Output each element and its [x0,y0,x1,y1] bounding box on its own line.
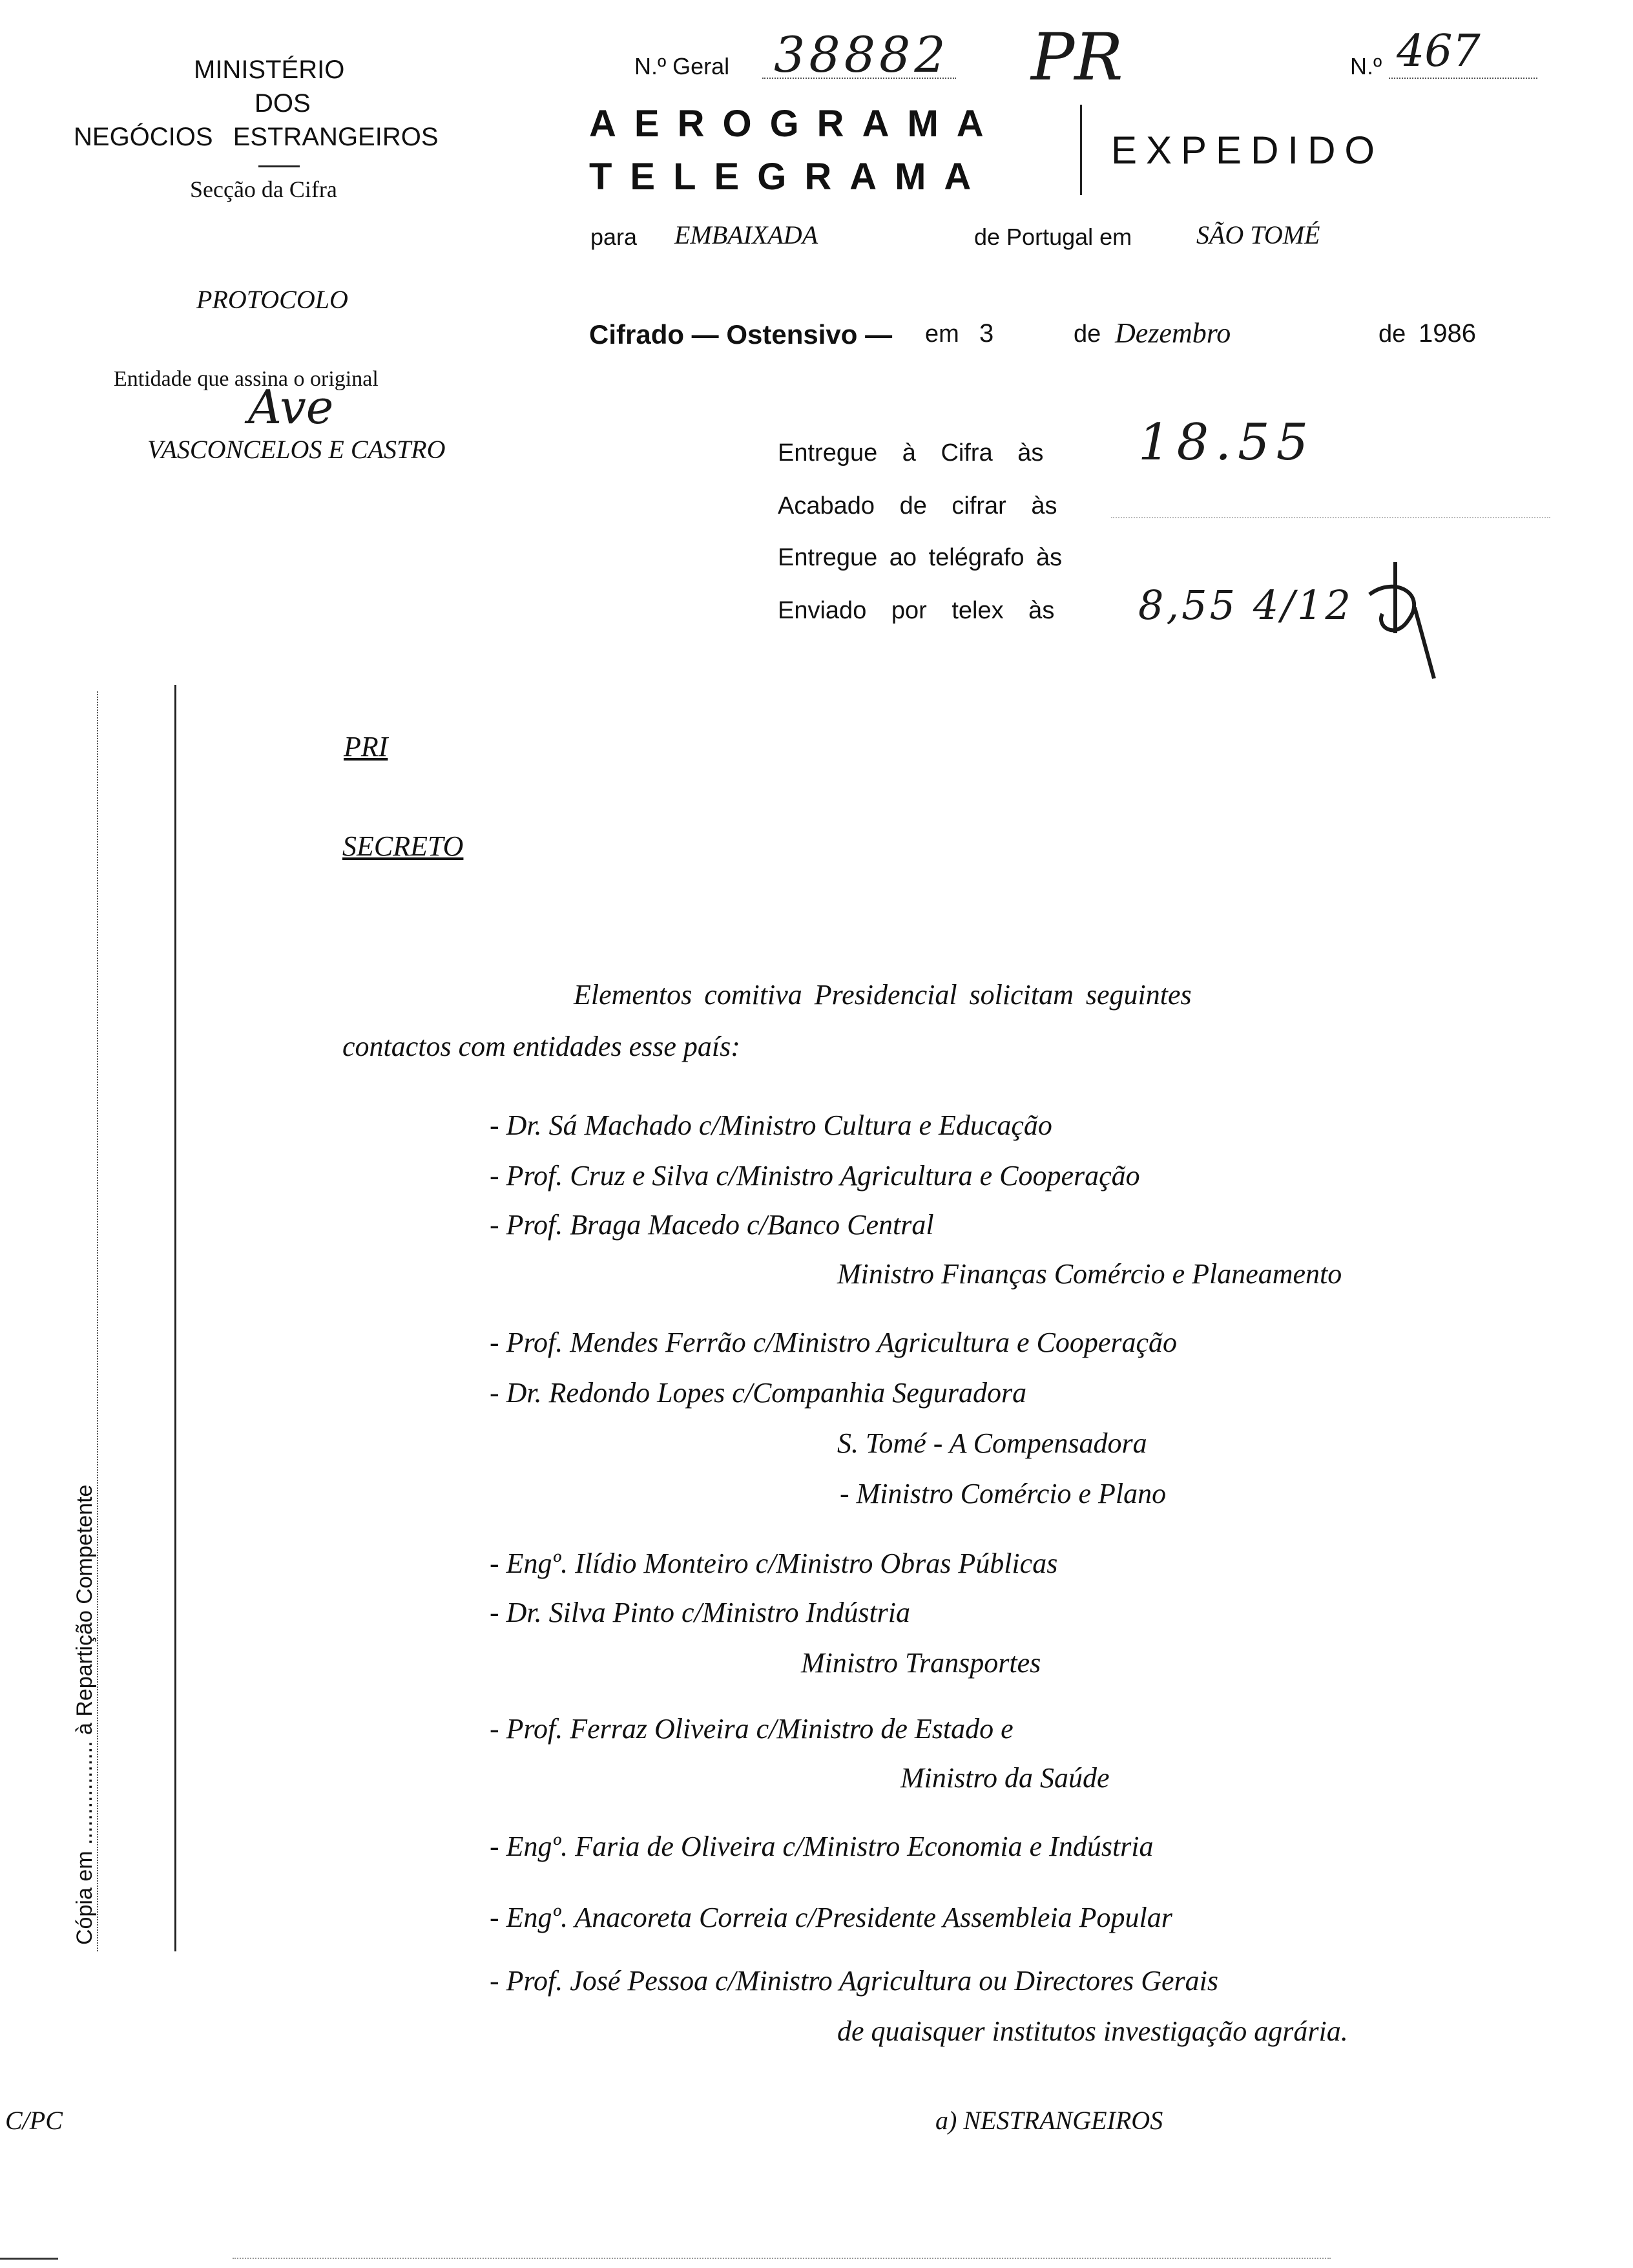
bottom-dotted-rule [233,2258,1331,2259]
em-label: em [925,320,959,348]
telex-signature-mark [1357,556,1447,685]
geral-label: N.º Geral [634,53,730,79]
number-dotted-line [1389,78,1537,79]
date-de2: de [1378,320,1406,348]
contact-line: Ministro Transportes [801,1647,1041,1679]
geral-dotted-line [762,78,956,79]
margin-vertical-rule [174,685,176,1951]
classification-label: SECRETO [342,830,464,862]
enviado-label: Enviado por telex às [778,597,1055,624]
footer-ref: C/PC [5,2106,63,2135]
section-divider [258,165,300,167]
signer-name: VASCONCELOS E CASTRO [147,435,446,464]
number-label: N.º [1350,53,1382,79]
de-portugal-label: de Portugal em [974,224,1132,250]
contact-line: - Ministro Comércio e Plano [840,1478,1167,1509]
signer-label: Entidade que assina o original [114,367,379,391]
expedido-label: EXPEDIDO [1111,129,1384,172]
contact-line: de quaisquer institutos investigação agrária. [837,2015,1348,2047]
contact-line: - Prof. Ferraz Oliveira c/Ministro de Estado e [490,1713,1014,1745]
date-day: 3 [979,319,994,348]
contact-line: - Prof. Mendes Ferrão c/Ministro Agricultura e Cooperação [490,1327,1178,1358]
pr-mark: PR [1031,19,1123,95]
entregue-telegrafo-label: Entregue ao telégrafo às [778,544,1063,571]
acabado-label: Acabado de cifrar às [778,492,1057,520]
intro-line1: Elementos comitiva Presidencial solicitam seguintes [574,979,1192,1011]
protocol-label: PROTOCOLO [196,285,348,314]
para-label: para [590,224,638,250]
date-month: Dezembro [1115,317,1231,349]
entregue-cifra-value: 18.55 [1138,414,1315,472]
aerograma-title: AEROGRAMA [589,103,1002,145]
contact-line: S. Tomé - A Compensadora [837,1427,1147,1459]
contact-line: - Dr. Silva Pinto c/Ministro Indústria [490,1597,911,1628]
contact-line: - Dr. Redondo Lopes c/Companhia Seguradora [490,1377,1027,1409]
enviado-value: 8,55 4/12 [1138,582,1353,629]
intro-line2: contactos com entidades esse país: [342,1031,740,1062]
contact-line: - Dr. Sá Machado c/Ministro Cultura e Educação [490,1109,1052,1141]
contact-line: - Prof. José Pessoa c/Ministro Agricultura ou Directores Gerais [490,1965,1218,1997]
destination: SÃO TOMÉ [1196,220,1320,249]
telegrama-title: TELEGRAMA [589,156,990,198]
para-value: EMBAIXADA [674,220,818,249]
contact-line: - Engº. Ilídio Monteiro c/Ministro Obras Públicas [490,1548,1058,1579]
date-year: 1986 [1419,319,1476,348]
contact-line: - Engº. Anacoreta Correia c/Presidente Assembleia Popular [490,1902,1172,1933]
geral-number: 38882 [774,26,950,83]
number-value: 467 [1397,26,1481,77]
contact-line: - Engº. Faria de Oliveira c/Ministro Economia e Indústria [490,1831,1154,1862]
contact-line: - Prof. Braga Macedo c/Banco Central [490,1209,934,1241]
ministry-line1: MINISTÉRIO [194,56,345,84]
contact-line: - Prof. Cruz e Silva c/Ministro Agricultura e Cooperação [490,1160,1140,1192]
contact-line: Ministro Finanças Comércio e Planeamento [837,1258,1342,1290]
entregue-cifra-label: Entregue à Cifra às [778,439,1044,467]
contact-line: Ministro da Saúde [900,1762,1110,1794]
ministry-line3: NEGÓCIOS ESTRANGEIROS [74,123,439,151]
title-brace [1080,105,1082,195]
bottom-rule [0,2258,58,2260]
acabado-dotted-line [1111,517,1550,518]
section-label: Secção da Cifra [190,176,337,202]
cifrado-label: Cifrado — Ostensivo — [589,319,893,350]
signer-initials: Ave [248,380,334,434]
date-de1: de [1074,320,1101,348]
priority-label: PRI [344,731,388,762]
margin-vertical-text: Cópia em ................. à Repartição Competente [72,1484,97,1945]
ministry-line2: DOS [255,89,311,118]
footer-signature: a) NESTRANGEIROS [935,2106,1163,2135]
